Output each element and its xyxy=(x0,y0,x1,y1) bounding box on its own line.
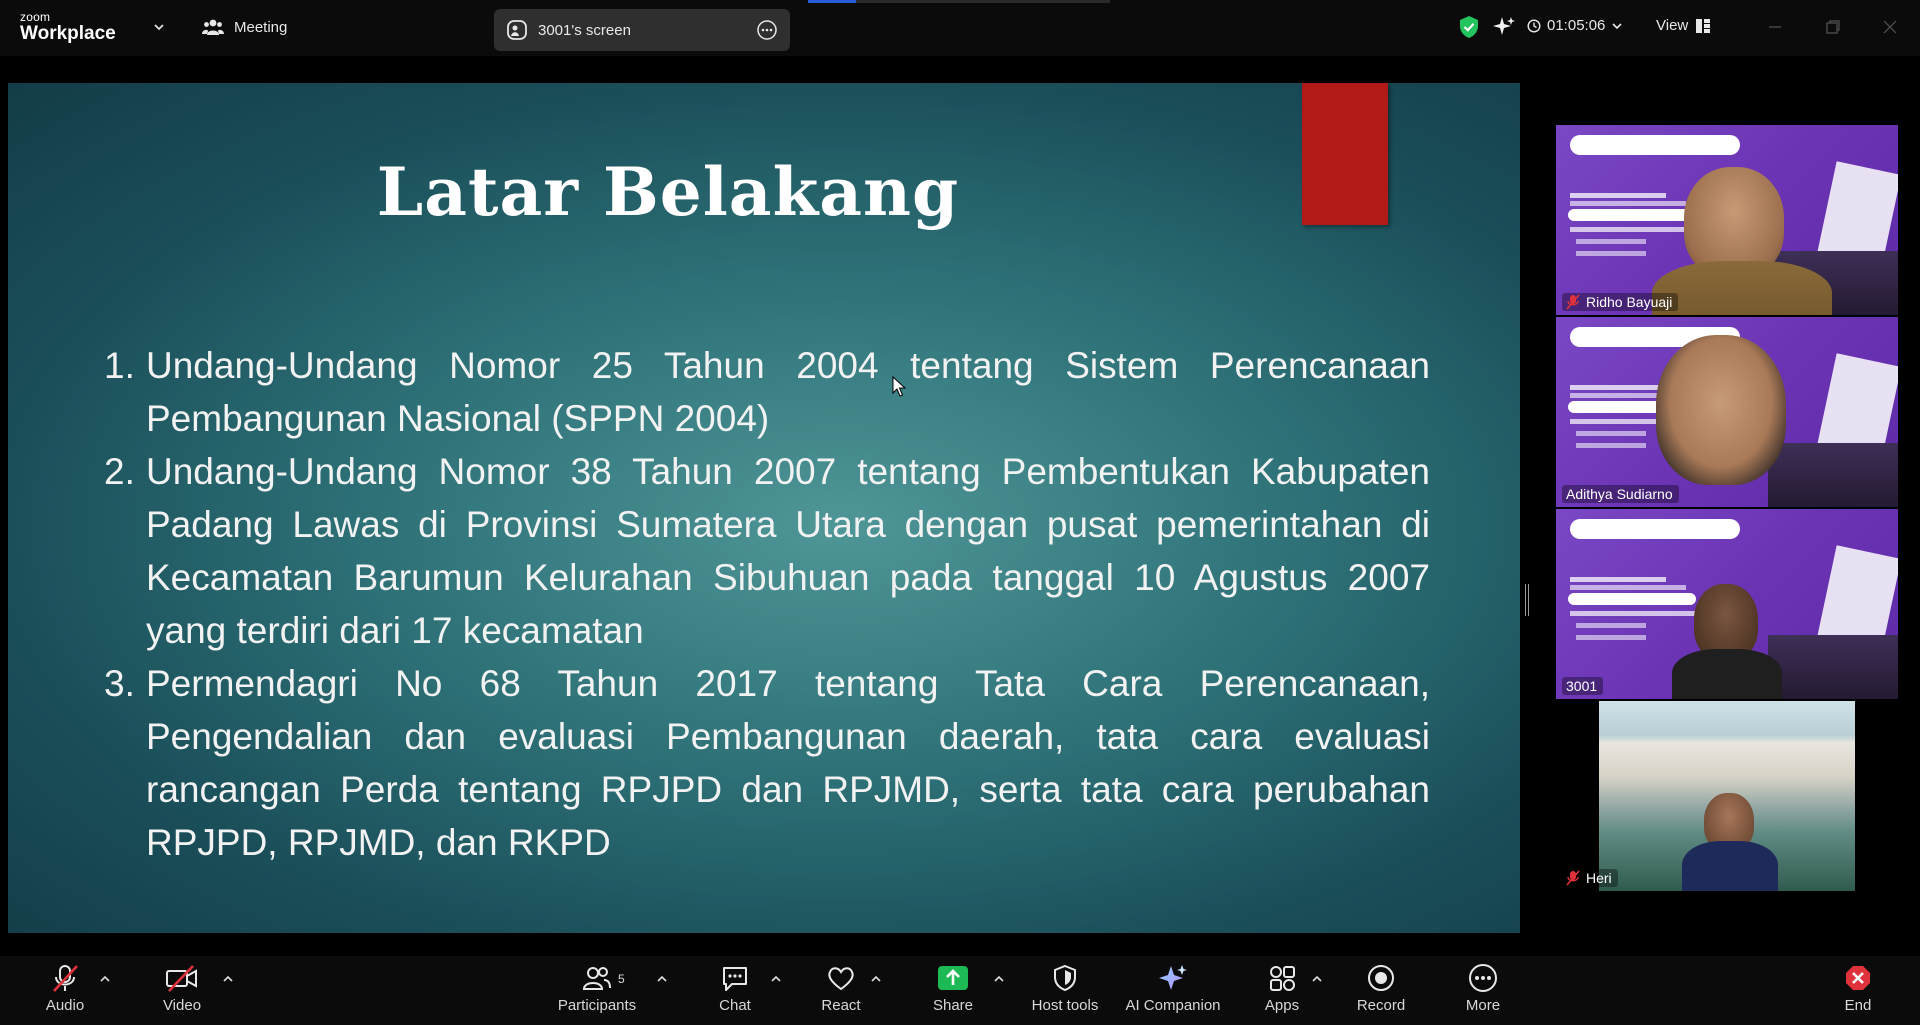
chat-button[interactable] xyxy=(680,962,790,1014)
video-tile-active-speaker[interactable] xyxy=(1556,509,1898,699)
end-close-icon xyxy=(1844,964,1872,992)
more-dots-icon xyxy=(1468,963,1498,993)
end-meeting-button[interactable] xyxy=(1803,962,1913,1014)
participant-name-label xyxy=(1562,869,1618,887)
participants-count: 5 xyxy=(618,972,625,986)
encryption-shield-icon[interactable] xyxy=(1458,15,1480,39)
screen-share-indicator[interactable] xyxy=(494,9,790,51)
shared-screen-area[interactable] xyxy=(0,56,1555,956)
react-button[interactable] xyxy=(786,962,896,1014)
restore-icon xyxy=(1826,20,1840,34)
meeting-timer[interactable] xyxy=(1527,17,1623,34)
mouse-cursor-icon xyxy=(892,376,908,398)
list-number: 3. xyxy=(104,663,135,704)
view-menu-button[interactable] xyxy=(1656,17,1710,34)
meeting-label: Meeting xyxy=(234,18,288,36)
video-tile[interactable] xyxy=(1556,701,1898,891)
close-window-button[interactable] xyxy=(1876,14,1904,40)
host-shield-icon xyxy=(1051,964,1079,992)
participant-body xyxy=(1652,261,1832,315)
maximize-button[interactable] xyxy=(1819,14,1847,40)
screen-share-label: 3001's screen xyxy=(538,21,631,39)
apps-label: Apps xyxy=(1264,997,1300,1014)
chat-label: Chat xyxy=(719,997,751,1014)
share-screen-icon xyxy=(506,19,528,41)
record-button[interactable] xyxy=(1326,962,1436,1014)
participant-name: Ridho Bayuaji xyxy=(1586,294,1673,310)
chat-icon xyxy=(720,964,750,992)
muted-mic-icon xyxy=(1566,870,1580,886)
apps-options-caret-icon[interactable] xyxy=(1311,974,1323,984)
list-item xyxy=(104,339,1430,445)
participant-body xyxy=(1682,841,1778,891)
apps-button[interactable] xyxy=(1227,962,1337,1014)
participants-button[interactable] xyxy=(542,962,652,1014)
meeting-people-icon xyxy=(202,17,224,37)
top-bar xyxy=(0,0,1920,56)
participants-icon xyxy=(582,964,612,992)
slide-list xyxy=(104,339,1430,869)
audio-button[interactable] xyxy=(10,962,120,1014)
video-off-icon xyxy=(165,963,199,993)
list-number: 1. xyxy=(104,345,135,386)
record-label: Record xyxy=(1356,997,1406,1014)
list-item xyxy=(104,445,1430,657)
participant-name: Heri xyxy=(1586,870,1612,886)
participant-body xyxy=(1672,649,1782,699)
share-options-caret-icon[interactable] xyxy=(993,974,1005,984)
share-screen-arrow-icon xyxy=(937,964,969,992)
video-tile[interactable] xyxy=(1556,317,1898,507)
participant-name-label xyxy=(1562,485,1679,503)
list-number: 2. xyxy=(104,451,135,492)
participant-video xyxy=(1656,335,1786,485)
video-tile[interactable] xyxy=(1556,125,1898,315)
more-options-icon[interactable] xyxy=(756,19,778,41)
muted-mic-icon xyxy=(1566,294,1580,310)
audio-label: Audio xyxy=(45,997,85,1014)
list-text: Undang-Undang Nomor 38 Tahun 2007 tentang Pembentukan Kabupaten Padang Lawas di Provinsi Sumatera Utara dengan pusat pemerintahan di Kecamatan Barumun Kelurahan Sibuhuan pada tanggal 10 Agustus 2007 yang terdiri dari 17 kecamatan xyxy=(146,451,1430,651)
record-icon xyxy=(1366,963,1396,993)
presentation-slide xyxy=(8,83,1520,933)
list-text: Undang-Undang Nomor 25 Tahun 2004 tentang Sistem Perencanaan Pembangunan Nasional (SPPN 2004) xyxy=(146,345,1430,439)
video-label: Video xyxy=(162,997,202,1014)
share-progress-fill xyxy=(808,0,856,3)
audio-options-caret-icon[interactable] xyxy=(99,974,111,984)
clock-icon xyxy=(1527,19,1541,33)
grid-view-icon xyxy=(1696,19,1710,33)
ai-companion-button[interactable] xyxy=(1118,962,1228,1014)
more-button[interactable] xyxy=(1428,962,1538,1014)
share-label: Share xyxy=(932,997,974,1014)
slide-title: Latar Belakang xyxy=(376,153,960,231)
brand-small: zoom xyxy=(20,10,51,24)
ai-companion-label: AI Companion xyxy=(1125,997,1221,1014)
participant-name: Adithya Sudiarno xyxy=(1566,486,1673,502)
chat-options-caret-icon[interactable] xyxy=(770,974,782,984)
brand-big: Workplace xyxy=(20,23,116,44)
host-tools-label: Host tools xyxy=(1031,997,1099,1014)
muted-mic-icon xyxy=(50,963,80,993)
chevron-down-icon[interactable] xyxy=(152,20,166,34)
panel-resize-handle[interactable] xyxy=(1525,584,1529,616)
list-text: Permendagri No 68 Tahun 2017 tentang Tata Cara Perencanaan, Pengendalian dan evaluasi Pembangunan daerah, tata cara evaluasi rancangan Perda tentang RPJPD dan RPJMD, serta tata cara perubahan RPJPD, RPJMD, dan RKPD xyxy=(146,663,1430,863)
chevron-down-icon xyxy=(1611,20,1623,32)
participant-name-label xyxy=(1562,293,1678,311)
share-progress-bar xyxy=(808,0,1110,3)
participant-name-label xyxy=(1562,677,1603,695)
host-tools-button[interactable] xyxy=(1010,962,1120,1014)
list-item xyxy=(104,657,1430,869)
participants-options-caret-icon[interactable] xyxy=(656,974,668,984)
participant-name: 3001 xyxy=(1566,678,1598,694)
heart-icon xyxy=(826,964,856,992)
apps-icon xyxy=(1267,963,1297,993)
react-label: React xyxy=(821,997,861,1014)
video-button[interactable] xyxy=(127,962,237,1014)
minimize-button[interactable] xyxy=(1761,14,1789,40)
share-button[interactable] xyxy=(898,962,1008,1014)
more-label: More xyxy=(1465,997,1501,1014)
meeting-menu[interactable] xyxy=(202,17,287,37)
ai-sparkle-icon[interactable] xyxy=(1492,15,1516,39)
zoom-logo xyxy=(20,11,116,43)
end-label: End xyxy=(1844,997,1872,1014)
close-icon xyxy=(1883,20,1897,34)
video-options-caret-icon[interactable] xyxy=(222,974,234,984)
timer-value: 01:05:06 xyxy=(1547,17,1606,34)
minimize-icon xyxy=(1768,20,1782,34)
participants-label: Participants xyxy=(557,997,637,1014)
react-options-caret-icon[interactable] xyxy=(870,974,882,984)
ai-companion-sparkle-icon xyxy=(1158,963,1188,993)
view-label: View xyxy=(1656,17,1689,34)
meeting-toolbar xyxy=(0,956,1920,1025)
